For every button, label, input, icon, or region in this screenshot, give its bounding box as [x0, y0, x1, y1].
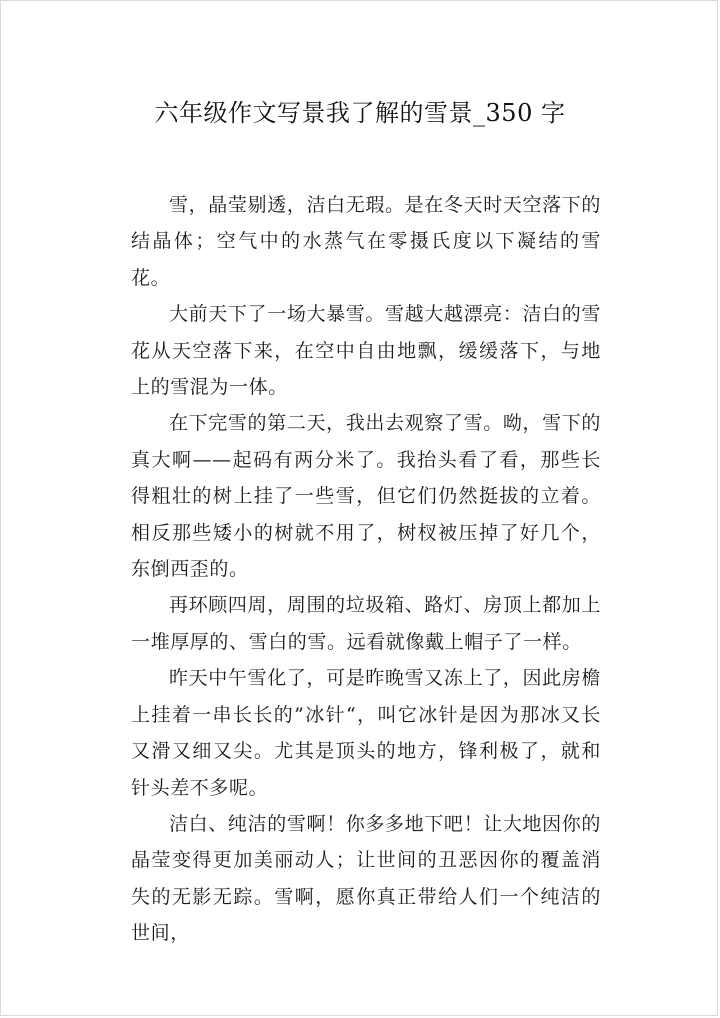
paragraph: 大前天下了一场大暴雪。雪越大越漂亮：洁白的雪花从天空落下来，在空中自由地飘，缓缓落下，与地上的雪混为一体。	[131, 303, 601, 399]
document-body	[131, 187, 601, 952]
document-title: 六年级作文写景我了解的雪景_350 字	[154, 99, 566, 127]
paragraph: 在下完雪的第二天，我出去观察了雪。呦，雪下的真大啊——起码有两分米了。我抬头看了看，那些长得粗壮的树上挂了一些雪，但它们仍然挺拔的立着。相反那些矮小的树就不用了，树杈被压掉了好几个，东倒西歪的。	[131, 412, 601, 581]
paragraph: 昨天中午雪化了，可是昨晚雪又冻上了，因此房檐上挂着一串长长的”冰针“，叫它冰针是因为那冰又长又滑又细又尖。尤其是顶头的地方，锋利极了，就和针头差不多呢。	[131, 667, 601, 799]
paragraph: 洁白、纯洁的雪啊！你多多地下吧！让大地因你的晶莹变得更加美丽动人；让世间的丑恶因你的覆盖消失的无影无踪。雪啊，愿你真正带给人们一个纯洁的世间，	[131, 812, 601, 945]
paragraph: 雪，晶莹剔透，洁白无瑕。是在冬天时天空落下的结晶体；空气中的水蒸气在零摄氏度以下凝结的雪花。	[131, 194, 601, 289]
paragraph: 再环顾四周，周围的垃圾箱、路灯、房顶上都加上一堆厚厚的、雪白的雪。远看就像戴上帽子了一样。	[131, 594, 601, 653]
